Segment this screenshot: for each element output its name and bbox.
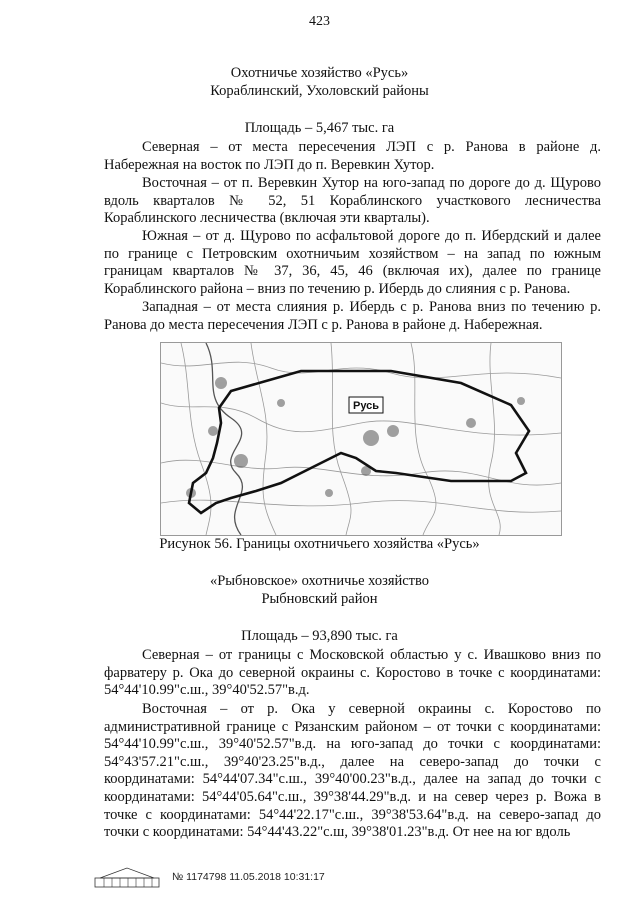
section2-paragraph-north: Северная – от границы с Московской областью у с. Ивашково вниз по фарватеру р. Ока до северной окраины с. Коростово в точке с координатами: 54°44'10.99"с.ш., 39°40'52.57"в.д. <box>104 647 601 699</box>
section2-area: Площадь – 93,890 тыс. га <box>241 628 398 644</box>
document-stamp-text: № 1174798 11.05.2018 10:31:17 <box>172 871 325 883</box>
section1-paragraph-west: Западная – от места слияния р. Ибердь с р. Ранова вниз по течению р. Ранова до места пересечения ЛЭП с р. Ранова в районе д. Набережная. <box>104 299 601 333</box>
section2-paragraph-east: Восточная – от р. Ока у северной окраины с. Коростово по административной границе с Рязанским районом – от точки с координатами: 54°44'10.99"с.ш., 39°40'52.57"в.д. на юго-запад до точки с координатами: 54°43'57.21"с.ш., 39°40'23.25"в.д., далее на северо-запад до точки с координатами: 54°44'07.34"с.ш., 39°40'00.23"в.д., далее на запад до точки с координатами: 54°44'05.64"с.ш., 39°38'44.29"в.д. и на север через р. Вожа в точке с координатами: 54°44'22.17"с.ш., 39°38'53.64"в.д. на северо-запад до точки с координатами: 54°44'43.22"с.ш, 39°38'01.23"в.д. От нее на юг вдоль <box>104 701 601 841</box>
section1-paragraph-north: Северная – от места пересечения ЛЭП с р. Ранова в районе д. Набережная на восток по ЛЭП до п. Веревкин Хутор. <box>104 139 601 173</box>
page-number: 423 <box>309 14 330 29</box>
figure-caption: Рисунок 56. Границы охотничьего хозяйства «Русь» <box>159 536 480 552</box>
government-building-stamp-icon <box>94 866 160 888</box>
map-label: Русь <box>353 400 380 412</box>
section1-area: Площадь – 5,467 тыс. га <box>244 120 395 136</box>
section1-districts: Кораблинский, Ухоловский районы <box>210 83 429 99</box>
section2-district: Рыбновский район <box>261 591 378 607</box>
section1-paragraph-east: Восточная – от п. Веревкин Хутор на юго-запад по дороге до д. Щурово вдоль кварталов № 52, 51 Кораблинского участкового лесничества Кораблинского лесничества (включая эти кварталы). <box>104 175 601 227</box>
hunting-area-map <box>160 342 562 536</box>
section1-title: Охотничье хозяйство «Русь» <box>230 65 409 81</box>
map-svg <box>161 343 561 535</box>
section1-paragraph-south: Южная – от д. Щурово по асфальтовой дороге до п. Ибердский и далее по границе с Петровским охотничьим хозяйством – на запад по южным границам кварталов № 37, 36, 45, 46 (включая их), далее по границе Кораблинского района – вниз по течению р. Ибердь до слияния с р. Ранова. <box>104 228 601 297</box>
section2-title: «Рыбновское» охотничье хозяйство <box>209 573 430 589</box>
hunting-area-boundary <box>189 371 529 513</box>
